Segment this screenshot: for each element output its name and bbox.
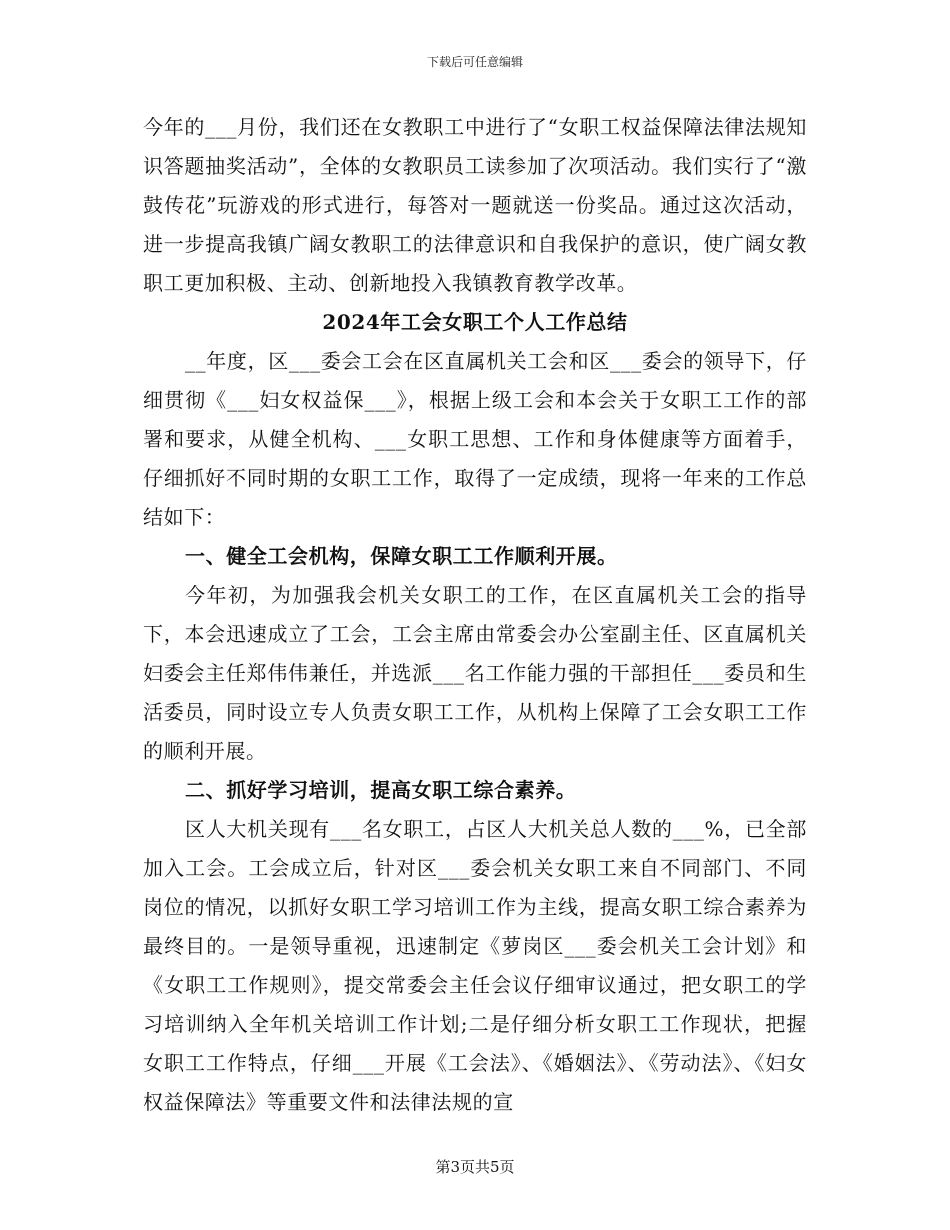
paragraph-activity: 今年的___月份，我们还在女教职工中进行了“女职工权益保障法律法规知识答题抽奖活动”，全体的女教职员工读参加了次项活动。我们实行了“激鼓传花”玩游戏的形式进行，每答对一题就送一份奖品。通过这次活动，进一步提高我镇广阔女教职工的法律意识和自我保护的意识，使广阔女教职工更加积极、主动、创新地投入我镇教育教学改革。 — [143, 115, 807, 295]
page-number: 第3页共5页 — [435, 1158, 515, 1176]
document-body — [143, 108, 807, 1122]
page-header-note: 下载后可任意编辑 — [426, 55, 523, 69]
section-heading-1: 一、健全工会机构，保障女职工工作顺利开展。 — [185, 544, 618, 568]
section-heading-2: 二、抓好学习培训，提高女职工综合素养。 — [185, 778, 577, 802]
paragraph-intro: __年度，区___委会工会在区直属机关工会和区___委会的领导下，仔细贯彻《___妇女权益保___》，根据上级工会和本会关于女职工工作的部署和要求，从健全机构、___女职工思想、工作和身体健康等方面着手，仔细抓好不同时期的女职工工作，取得了一定成绩，现将一年来的工作总结如下： — [143, 349, 807, 529]
paragraph-section-2: 区人大机关现有___名女职工，占区人大机关总人数的___%，已全部加入工会。工会成立后，针对区___委会机关女职工来自不同部门、不同岗位的情况，以抓好女职工学习培训工作为主线，提高女职工综合素养为最终目的。一是领导重视，迅速制定《萝岗区___委会机关工会计划》和《女职工工作规则》，提交常委会主任会议仔细审议通过，把女职工的学习培训纳入全年机关培训工作计划;二是仔细分析女职工工作现状，把握女职工工作特点，仔细___开展《工会法》、《婚姻法》、《劳动法》、《妇女权益保障法》等重要文件和法律法规的宣 — [143, 817, 807, 1114]
document-title: 2024年工会女职工个人工作总结 — [322, 310, 628, 334]
paragraph-section-1: 今年初，为加强我会机关女职工的工作，在区直属机关工会的指导下，本会迅速成立了工会，工会主席由常委会办公室副主任、区直属机关妇委会主任郑伟伟兼任，并选派___名工作能力强的干部担任___委员和生活委员，同时设立专人负责女职工工作，从机构上保障了工会女职工工作的顺利开展。 — [143, 583, 807, 763]
